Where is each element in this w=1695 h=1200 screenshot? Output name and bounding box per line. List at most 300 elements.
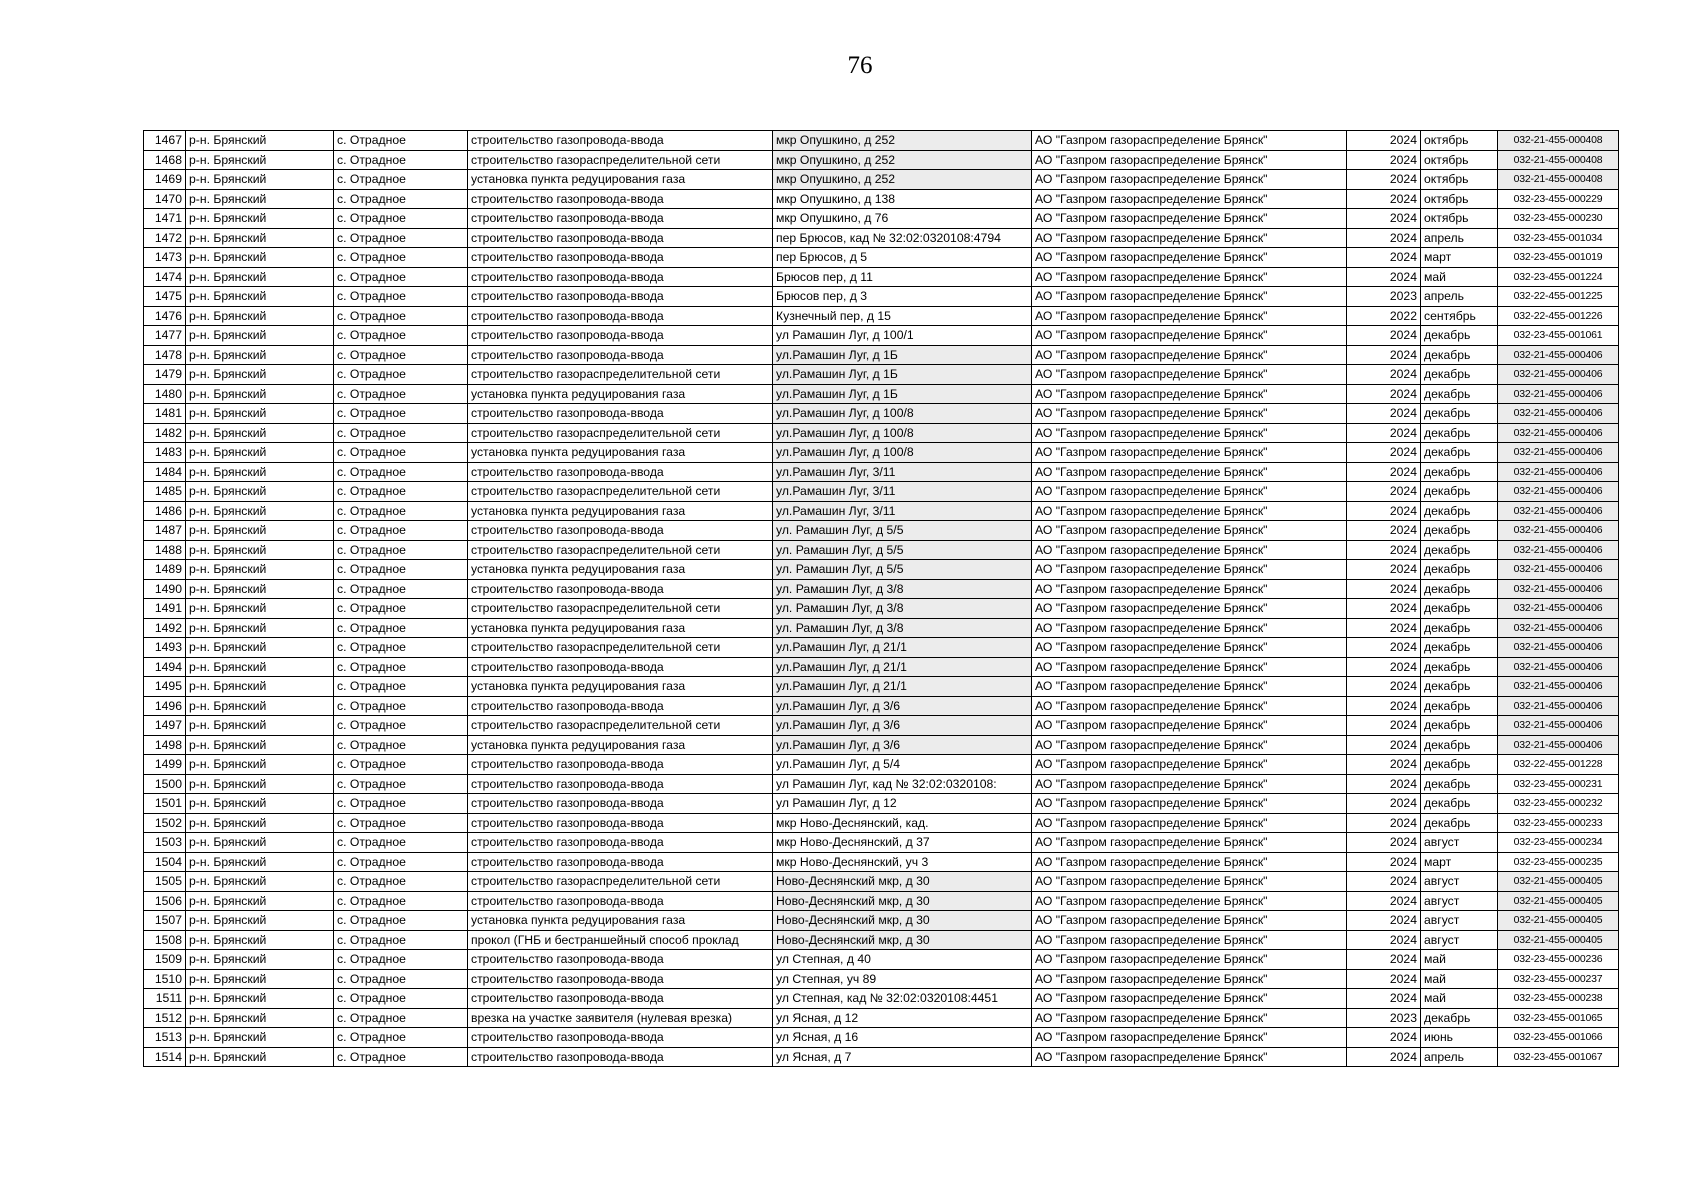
- month-cell: декабрь: [1421, 794, 1498, 814]
- year-cell: 2024: [1347, 170, 1421, 190]
- organization-cell: АО "Газпром газораспределение Брянск": [1032, 287, 1347, 307]
- work-type-cell: строительство газопровода-ввода: [468, 189, 773, 209]
- organization-cell: АО "Газпром газораспределение Брянск": [1032, 638, 1347, 658]
- row-number-cell: 1509: [144, 950, 186, 970]
- address-cell: ул Степная, д 40: [773, 950, 1032, 970]
- table-row: [144, 950, 1619, 970]
- district-cell: р-н. Брянский: [186, 911, 334, 931]
- settlement-cell: с. Отрадное: [334, 560, 468, 580]
- work-type-cell: строительство газопровода-ввода: [468, 326, 773, 346]
- table-row: [144, 540, 1619, 560]
- district-cell: р-н. Брянский: [186, 950, 334, 970]
- table-row: [144, 287, 1619, 307]
- district-cell: р-н. Брянский: [186, 794, 334, 814]
- organization-cell: АО "Газпром газораспределение Брянск": [1032, 911, 1347, 931]
- work-type-cell: строительство газопровода-ввода: [468, 1028, 773, 1048]
- district-cell: р-н. Брянский: [186, 482, 334, 502]
- year-cell: 2024: [1347, 131, 1421, 151]
- address-cell: мкр Опушкино, д 138: [773, 189, 1032, 209]
- settlement-cell: с. Отрадное: [334, 989, 468, 1009]
- settlement-cell: с. Отрадное: [334, 384, 468, 404]
- organization-cell: АО "Газпром газораспределение Брянск": [1032, 1047, 1347, 1067]
- organization-cell: АО "Газпром газораспределение Брянск": [1032, 735, 1347, 755]
- month-cell: декабрь: [1421, 443, 1498, 463]
- address-cell: ул. Рамашин Луг, д 5/5: [773, 560, 1032, 580]
- settlement-cell: с. Отрадное: [334, 306, 468, 326]
- code-cell: 032-21-455-000406: [1498, 599, 1619, 619]
- district-cell: р-н. Брянский: [186, 638, 334, 658]
- table-row: [144, 501, 1619, 521]
- settlement-cell: с. Отрадное: [334, 833, 468, 853]
- row-number-cell: 1488: [144, 540, 186, 560]
- row-number-cell: 1501: [144, 794, 186, 814]
- settlement-cell: с. Отрадное: [334, 969, 468, 989]
- month-cell: декабрь: [1421, 696, 1498, 716]
- row-number-cell: 1495: [144, 677, 186, 697]
- work-type-cell: установка пункта редуцирования газа: [468, 443, 773, 463]
- year-cell: 2024: [1347, 716, 1421, 736]
- month-cell: декабрь: [1421, 404, 1498, 424]
- organization-cell: АО "Газпром газораспределение Брянск": [1032, 950, 1347, 970]
- year-cell: 2024: [1347, 248, 1421, 268]
- table-row: [144, 852, 1619, 872]
- row-number-cell: 1499: [144, 755, 186, 775]
- work-type-cell: прокол (ГНБ и бестраншейный способ проклад: [468, 930, 773, 950]
- work-type-cell: строительство газопровода-ввода: [468, 404, 773, 424]
- year-cell: 2024: [1347, 150, 1421, 170]
- month-cell: декабрь: [1421, 521, 1498, 541]
- row-number-cell: 1475: [144, 287, 186, 307]
- address-cell: ул.Рамашин Луг, д 5/4: [773, 755, 1032, 775]
- month-cell: апрель: [1421, 1047, 1498, 1067]
- table-row: [144, 579, 1619, 599]
- row-number-cell: 1514: [144, 1047, 186, 1067]
- code-cell: 032-21-455-000406: [1498, 423, 1619, 443]
- year-cell: 2024: [1347, 579, 1421, 599]
- table-row: [144, 189, 1619, 209]
- address-cell: ул. Рамашин Луг, д 3/8: [773, 599, 1032, 619]
- code-cell: 032-21-455-000406: [1498, 345, 1619, 365]
- address-cell: ул Рамашин Луг, д 100/1: [773, 326, 1032, 346]
- work-type-cell: строительство газораспределительной сети: [468, 716, 773, 736]
- organization-cell: АО "Газпром газораспределение Брянск": [1032, 423, 1347, 443]
- organization-cell: АО "Газпром газораспределение Брянск": [1032, 345, 1347, 365]
- row-number-cell: 1504: [144, 852, 186, 872]
- month-cell: март: [1421, 248, 1498, 268]
- row-number-cell: 1487: [144, 521, 186, 541]
- table-row: [144, 989, 1619, 1009]
- row-number-cell: 1500: [144, 774, 186, 794]
- table-row: [144, 891, 1619, 911]
- settlement-cell: с. Отрадное: [334, 872, 468, 892]
- work-type-cell: врезка на участке заявителя (нулевая врезка): [468, 1008, 773, 1028]
- address-cell: мкр Опушкино, д 252: [773, 131, 1032, 151]
- year-cell: 2024: [1347, 677, 1421, 697]
- code-cell: 032-23-455-000233: [1498, 813, 1619, 833]
- code-cell: 032-23-455-000230: [1498, 209, 1619, 229]
- table-row: [144, 696, 1619, 716]
- year-cell: 2024: [1347, 345, 1421, 365]
- row-number-cell: 1511: [144, 989, 186, 1009]
- organization-cell: АО "Газпром газораспределение Брянск": [1032, 657, 1347, 677]
- work-type-cell: строительство газопровода-ввода: [468, 248, 773, 268]
- settlement-cell: с. Отрадное: [334, 482, 468, 502]
- year-cell: 2024: [1347, 1047, 1421, 1067]
- organization-cell: АО "Газпром газораспределение Брянск": [1032, 1008, 1347, 1028]
- month-cell: декабрь: [1421, 657, 1498, 677]
- work-type-cell: строительство газопровода-ввода: [468, 794, 773, 814]
- settlement-cell: с. Отрадное: [334, 911, 468, 931]
- month-cell: декабрь: [1421, 423, 1498, 443]
- settlement-cell: с. Отрадное: [334, 1047, 468, 1067]
- settlement-cell: с. Отрадное: [334, 189, 468, 209]
- year-cell: 2024: [1347, 911, 1421, 931]
- organization-cell: АО "Газпром газораспределение Брянск": [1032, 228, 1347, 248]
- settlement-cell: с. Отрадное: [334, 579, 468, 599]
- work-type-cell: строительство газопровода-ввода: [468, 657, 773, 677]
- work-type-cell: строительство газораспределительной сети: [468, 599, 773, 619]
- table-row: [144, 267, 1619, 287]
- work-type-cell: строительство газопровода-ввода: [468, 852, 773, 872]
- address-cell: ул Ясная, д 16: [773, 1028, 1032, 1048]
- address-cell: мкр Ново-Деснянский, кад.: [773, 813, 1032, 833]
- address-cell: мкр Ново-Деснянский, д 37: [773, 833, 1032, 853]
- district-cell: р-н. Брянский: [186, 209, 334, 229]
- table-row: [144, 794, 1619, 814]
- settlement-cell: с. Отрадное: [334, 774, 468, 794]
- table-row: [144, 423, 1619, 443]
- organization-cell: АО "Газпром газораспределение Брянск": [1032, 540, 1347, 560]
- work-type-cell: строительство газораспределительной сети: [468, 540, 773, 560]
- district-cell: р-н. Брянский: [186, 579, 334, 599]
- month-cell: август: [1421, 833, 1498, 853]
- organization-cell: АО "Газпром газораспределение Брянск": [1032, 579, 1347, 599]
- year-cell: 2024: [1347, 326, 1421, 346]
- row-number-cell: 1478: [144, 345, 186, 365]
- organization-cell: АО "Газпром газораспределение Брянск": [1032, 404, 1347, 424]
- address-cell: ул.Рамашин Луг, д 1Б: [773, 345, 1032, 365]
- settlement-cell: с. Отрадное: [334, 618, 468, 638]
- table-row: [144, 872, 1619, 892]
- organization-cell: АО "Газпром газораспределение Брянск": [1032, 716, 1347, 736]
- address-cell: Брюсов пер, д 3: [773, 287, 1032, 307]
- district-cell: р-н. Брянский: [186, 872, 334, 892]
- year-cell: 2023: [1347, 1008, 1421, 1028]
- address-cell: ул.Рамашин Луг, д 1Б: [773, 365, 1032, 385]
- month-cell: декабрь: [1421, 579, 1498, 599]
- organization-cell: АО "Газпром газораспределение Брянск": [1032, 599, 1347, 619]
- code-cell: 032-22-455-001225: [1498, 287, 1619, 307]
- settlement-cell: с. Отрадное: [334, 131, 468, 151]
- row-number-cell: 1512: [144, 1008, 186, 1028]
- settlement-cell: с. Отрадное: [334, 443, 468, 463]
- table-row: [144, 677, 1619, 697]
- address-cell: ул Степная, уч 89: [773, 969, 1032, 989]
- district-cell: р-н. Брянский: [186, 365, 334, 385]
- month-cell: декабрь: [1421, 384, 1498, 404]
- district-cell: р-н. Брянский: [186, 228, 334, 248]
- work-type-cell: строительство газопровода-ввода: [468, 696, 773, 716]
- year-cell: 2024: [1347, 696, 1421, 716]
- district-cell: р-н. Брянский: [186, 618, 334, 638]
- row-number-cell: 1473: [144, 248, 186, 268]
- row-number-cell: 1479: [144, 365, 186, 385]
- settlement-cell: с. Отрадное: [334, 794, 468, 814]
- year-cell: 2024: [1347, 189, 1421, 209]
- district-cell: р-н. Брянский: [186, 560, 334, 580]
- work-type-cell: строительство газопровода-ввода: [468, 950, 773, 970]
- work-type-cell: строительство газораспределительной сети: [468, 872, 773, 892]
- address-cell: ул.Рамашин Луг, д 21/1: [773, 657, 1032, 677]
- row-number-cell: 1498: [144, 735, 186, 755]
- settlement-cell: с. Отрадное: [334, 950, 468, 970]
- table-row: [144, 345, 1619, 365]
- organization-cell: АО "Газпром газораспределение Брянск": [1032, 794, 1347, 814]
- row-number-cell: 1510: [144, 969, 186, 989]
- work-type-cell: установка пункта редуцирования газа: [468, 560, 773, 580]
- row-number-cell: 1508: [144, 930, 186, 950]
- address-cell: ул.Рамашин Луг, д 100/8: [773, 443, 1032, 463]
- year-cell: 2024: [1347, 423, 1421, 443]
- table-row: [144, 170, 1619, 190]
- year-cell: 2023: [1347, 287, 1421, 307]
- address-cell: Ново-Деснянский мкр, д 30: [773, 911, 1032, 931]
- address-cell: ул.Рамашин Луг, д 100/8: [773, 404, 1032, 424]
- work-type-cell: установка пункта редуцирования газа: [468, 677, 773, 697]
- month-cell: декабрь: [1421, 755, 1498, 775]
- organization-cell: АО "Газпром газораспределение Брянск": [1032, 872, 1347, 892]
- year-cell: 2024: [1347, 989, 1421, 1009]
- code-cell: 032-21-455-000406: [1498, 521, 1619, 541]
- organization-cell: АО "Газпром газораспределение Брянск": [1032, 267, 1347, 287]
- code-cell: 032-21-455-000406: [1498, 618, 1619, 638]
- settlement-cell: с. Отрадное: [334, 716, 468, 736]
- address-cell: ул Степная, кад № 32:02:0320108:4451: [773, 989, 1032, 1009]
- row-number-cell: 1480: [144, 384, 186, 404]
- code-cell: 032-21-455-000406: [1498, 696, 1619, 716]
- table-row: [144, 969, 1619, 989]
- work-type-cell: установка пункта редуцирования газа: [468, 735, 773, 755]
- district-cell: р-н. Брянский: [186, 443, 334, 463]
- code-cell: 032-21-455-000406: [1498, 462, 1619, 482]
- code-cell: 032-21-455-000405: [1498, 872, 1619, 892]
- settlement-cell: с. Отрадное: [334, 228, 468, 248]
- address-cell: мкр Опушкино, д 252: [773, 150, 1032, 170]
- settlement-cell: с. Отрадное: [334, 657, 468, 677]
- district-cell: р-н. Брянский: [186, 716, 334, 736]
- year-cell: 2024: [1347, 852, 1421, 872]
- code-cell: 032-21-455-000406: [1498, 384, 1619, 404]
- code-cell: 032-23-455-001067: [1498, 1047, 1619, 1067]
- table-row: [144, 462, 1619, 482]
- code-cell: 032-21-455-000406: [1498, 501, 1619, 521]
- work-type-cell: установка пункта редуцирования газа: [468, 384, 773, 404]
- district-cell: р-н. Брянский: [186, 306, 334, 326]
- code-cell: 032-21-455-000405: [1498, 891, 1619, 911]
- year-cell: 2024: [1347, 794, 1421, 814]
- code-cell: 032-23-455-000231: [1498, 774, 1619, 794]
- district-cell: р-н. Брянский: [186, 248, 334, 268]
- code-cell: 032-22-455-001226: [1498, 306, 1619, 326]
- settlement-cell: с. Отрадное: [334, 1008, 468, 1028]
- code-cell: 032-23-455-000237: [1498, 969, 1619, 989]
- row-number-cell: 1492: [144, 618, 186, 638]
- organization-cell: АО "Газпром газораспределение Брянск": [1032, 209, 1347, 229]
- code-cell: 032-21-455-000408: [1498, 170, 1619, 190]
- table-row: [144, 560, 1619, 580]
- district-cell: р-н. Брянский: [186, 189, 334, 209]
- work-type-cell: установка пункта редуцирования газа: [468, 501, 773, 521]
- address-cell: ул.Рамашин Луг, д 100/8: [773, 423, 1032, 443]
- settlement-cell: с. Отрадное: [334, 267, 468, 287]
- row-number-cell: 1497: [144, 716, 186, 736]
- work-type-cell: строительство газопровода-ввода: [468, 891, 773, 911]
- year-cell: 2024: [1347, 209, 1421, 229]
- month-cell: май: [1421, 989, 1498, 1009]
- code-cell: 032-23-455-000234: [1498, 833, 1619, 853]
- district-cell: р-н. Брянский: [186, 696, 334, 716]
- settlement-cell: с. Отрадное: [334, 677, 468, 697]
- row-number-cell: 1505: [144, 872, 186, 892]
- year-cell: 2024: [1347, 462, 1421, 482]
- work-type-cell: строительство газопровода-ввода: [468, 345, 773, 365]
- address-cell: мкр Опушкино, д 252: [773, 170, 1032, 190]
- settlement-cell: с. Отрадное: [334, 852, 468, 872]
- work-type-cell: строительство газопровода-ввода: [468, 813, 773, 833]
- row-number-cell: 1470: [144, 189, 186, 209]
- row-number-cell: 1496: [144, 696, 186, 716]
- code-cell: 032-23-455-001066: [1498, 1028, 1619, 1048]
- month-cell: декабрь: [1421, 618, 1498, 638]
- code-cell: 032-23-455-001034: [1498, 228, 1619, 248]
- address-cell: ул. Рамашин Луг, д 5/5: [773, 521, 1032, 541]
- table-row: [144, 228, 1619, 248]
- settlement-cell: с. Отрадное: [334, 462, 468, 482]
- month-cell: март: [1421, 852, 1498, 872]
- code-cell: 032-21-455-000405: [1498, 930, 1619, 950]
- year-cell: 2024: [1347, 950, 1421, 970]
- address-cell: ул. Рамашин Луг, д 3/8: [773, 618, 1032, 638]
- row-number-cell: 1503: [144, 833, 186, 853]
- row-number-cell: 1481: [144, 404, 186, 424]
- settlement-cell: с. Отрадное: [334, 755, 468, 775]
- organization-cell: АО "Газпром газораспределение Брянск": [1032, 989, 1347, 1009]
- table-row: [144, 326, 1619, 346]
- work-type-cell: строительство газопровода-ввода: [468, 131, 773, 151]
- month-cell: декабрь: [1421, 599, 1498, 619]
- district-cell: р-н. Брянский: [186, 813, 334, 833]
- year-cell: 2024: [1347, 638, 1421, 658]
- address-cell: ул.Рамашин Луг, д 3/6: [773, 696, 1032, 716]
- district-cell: р-н. Брянский: [186, 735, 334, 755]
- month-cell: апрель: [1421, 287, 1498, 307]
- work-type-cell: строительство газораспределительной сети: [468, 365, 773, 385]
- work-type-cell: строительство газопровода-ввода: [468, 306, 773, 326]
- month-cell: октябрь: [1421, 209, 1498, 229]
- organization-cell: АО "Газпром газораспределение Брянск": [1032, 170, 1347, 190]
- district-cell: р-н. Брянский: [186, 930, 334, 950]
- district-cell: р-н. Брянский: [186, 170, 334, 190]
- row-number-cell: 1494: [144, 657, 186, 677]
- organization-cell: АО "Газпром газораспределение Брянск": [1032, 189, 1347, 209]
- district-cell: р-н. Брянский: [186, 326, 334, 346]
- table-row: [144, 248, 1619, 268]
- year-cell: 2024: [1347, 969, 1421, 989]
- page-number: 76: [847, 52, 873, 79]
- organization-cell: АО "Газпром газораспределение Брянск": [1032, 150, 1347, 170]
- code-cell: 032-22-455-001228: [1498, 755, 1619, 775]
- year-cell: 2024: [1347, 891, 1421, 911]
- year-cell: 2024: [1347, 521, 1421, 541]
- address-cell: ул Ясная, д 12: [773, 1008, 1032, 1028]
- month-cell: декабрь: [1421, 501, 1498, 521]
- district-cell: р-н. Брянский: [186, 1047, 334, 1067]
- code-cell: 032-23-455-000238: [1498, 989, 1619, 1009]
- code-cell: 032-23-455-000232: [1498, 794, 1619, 814]
- district-cell: р-н. Брянский: [186, 540, 334, 560]
- code-cell: 032-23-455-001065: [1498, 1008, 1619, 1028]
- table-row: [144, 482, 1619, 502]
- address-cell: ул.Рамашин Луг, д 1Б: [773, 384, 1032, 404]
- district-cell: р-н. Брянский: [186, 267, 334, 287]
- code-cell: 032-21-455-000405: [1498, 911, 1619, 931]
- code-cell: 032-21-455-000406: [1498, 365, 1619, 385]
- district-cell: р-н. Брянский: [186, 462, 334, 482]
- settlement-cell: с. Отрадное: [334, 930, 468, 950]
- month-cell: октябрь: [1421, 189, 1498, 209]
- settlement-cell: с. Отрадное: [334, 638, 468, 658]
- row-number-cell: 1490: [144, 579, 186, 599]
- work-type-cell: строительство газопровода-ввода: [468, 267, 773, 287]
- work-type-cell: установка пункта редуцирования газа: [468, 911, 773, 931]
- month-cell: май: [1421, 950, 1498, 970]
- year-cell: 2024: [1347, 384, 1421, 404]
- year-cell: 2024: [1347, 501, 1421, 521]
- row-number-cell: 1469: [144, 170, 186, 190]
- settlement-cell: с. Отрадное: [334, 599, 468, 619]
- district-cell: р-н. Брянский: [186, 423, 334, 443]
- year-cell: 2024: [1347, 735, 1421, 755]
- settlement-cell: с. Отрадное: [334, 404, 468, 424]
- row-number-cell: 1507: [144, 911, 186, 931]
- row-number-cell: 1493: [144, 638, 186, 658]
- settlement-cell: с. Отрадное: [334, 248, 468, 268]
- work-type-cell: строительство газопровода-ввода: [468, 755, 773, 775]
- address-cell: Брюсов пер, д 11: [773, 267, 1032, 287]
- month-cell: август: [1421, 911, 1498, 931]
- code-cell: 032-23-455-000236: [1498, 950, 1619, 970]
- row-number-cell: 1502: [144, 813, 186, 833]
- row-number-cell: 1482: [144, 423, 186, 443]
- month-cell: декабрь: [1421, 774, 1498, 794]
- organization-cell: АО "Газпром газораспределение Брянск": [1032, 618, 1347, 638]
- table-row: [144, 365, 1619, 385]
- row-number-cell: 1489: [144, 560, 186, 580]
- organization-cell: АО "Газпром газораспределение Брянск": [1032, 482, 1347, 502]
- address-cell: Ново-Деснянский мкр, д 30: [773, 872, 1032, 892]
- code-cell: 032-21-455-000406: [1498, 638, 1619, 658]
- month-cell: декабрь: [1421, 1008, 1498, 1028]
- organization-cell: АО "Газпром газораспределение Брянск": [1032, 930, 1347, 950]
- code-cell: 032-23-455-000235: [1498, 852, 1619, 872]
- month-cell: декабрь: [1421, 345, 1498, 365]
- organization-cell: АО "Газпром газораспределение Брянск": [1032, 521, 1347, 541]
- table-row: [144, 657, 1619, 677]
- row-number-cell: 1483: [144, 443, 186, 463]
- table-row: [144, 930, 1619, 950]
- settlement-cell: с. Отрадное: [334, 521, 468, 541]
- year-cell: 2024: [1347, 833, 1421, 853]
